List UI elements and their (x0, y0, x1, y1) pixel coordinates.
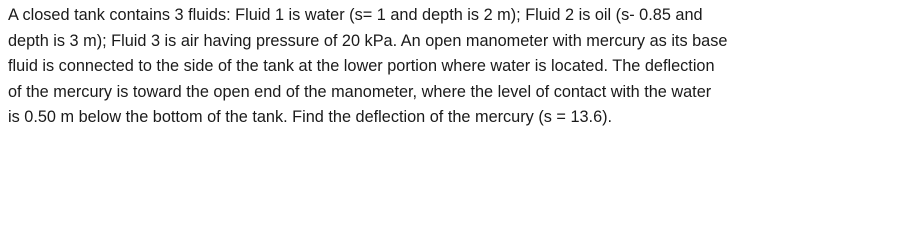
problem-statement (8, 3, 913, 131)
problem-line-2: depth is 3 m); Fluid 3 is air having pressure of 20 kPa. An open manometer with mercury as its base (8, 31, 728, 50)
problem-line-3: fluid is connected to the side of the tank at the lower portion where water is located. The deflection (8, 57, 715, 76)
problem-line-5: is 0.50 m below the bottom of the tank. Find the deflection of the mercury (s = 13.6). (8, 108, 613, 127)
problem-line-4: of the mercury is toward the open end of the manometer, where the level of contact with the water (8, 82, 712, 101)
problem-line-1: A closed tank contains 3 fluids: Fluid 1 is water (s= 1 and depth is 2 m); Fluid 2 is oil (s- 0.85 and (8, 6, 703, 24)
